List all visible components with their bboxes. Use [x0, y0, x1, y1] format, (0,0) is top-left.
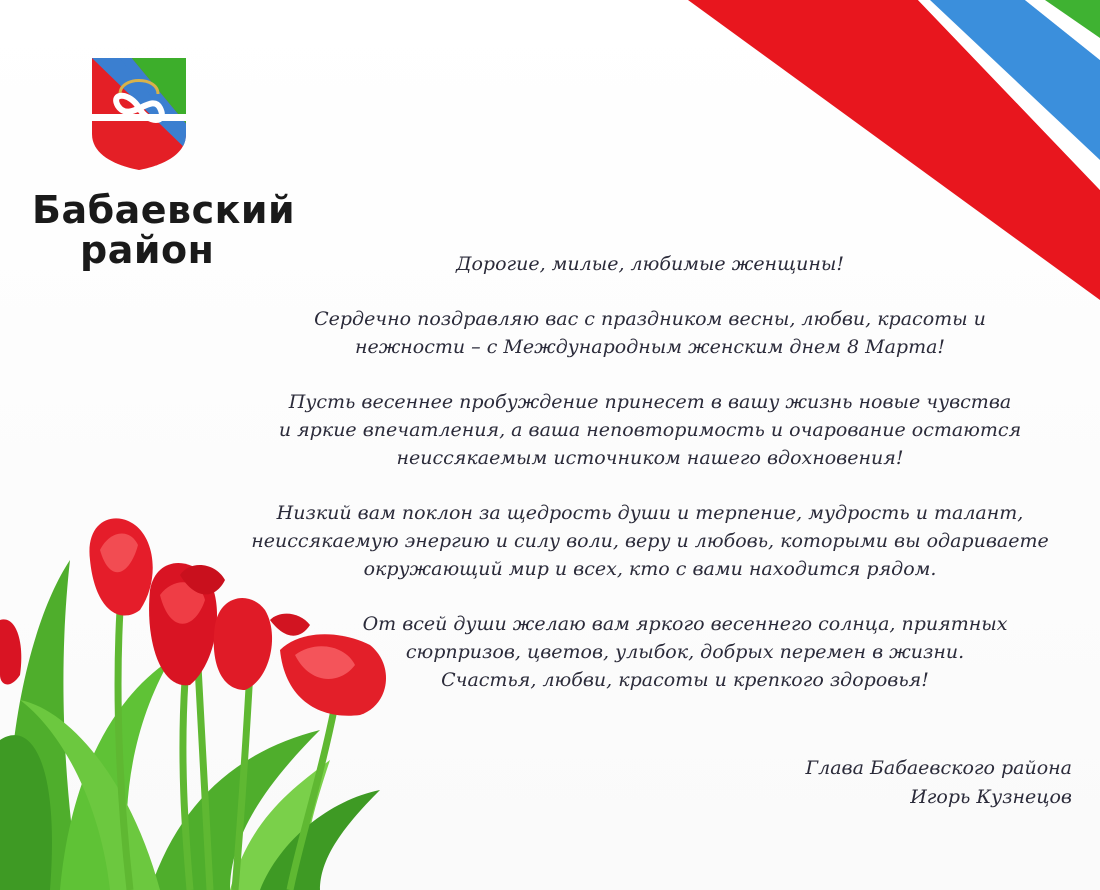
coat-of-arms-icon [90, 56, 188, 172]
paragraph-gratitude: Низкий вам поклон за щедрость души и терпение, мудрость и талант, неиссякаемую энергию и силу воли, веру и любовь, которыми вы одариваете окружающий мир и всех, кто с вами находится рядом. [251, 502, 1049, 580]
logo-line-1: Бабаевский [32, 188, 296, 232]
signature-block [806, 754, 1072, 812]
paragraph-closing-wishes: От всей души желаю вам яркого весеннего солнца, приятных сюрпризов, цветов, улыбок, добрых перемен в жизни. Счастья, любви, красоты и крепкого здоровья! [362, 613, 1008, 691]
tulips-image [0, 500, 420, 890]
paragraph-wishes: Пусть весеннее пробуждение принесет в вашу жизнь новые чувства и яркие впечатления, а ваша неповторимость и очарование остаются неиссякаемым источником нашего вдохновения! [278, 391, 1022, 469]
signature-name: Игорь Кузнецов [910, 786, 1072, 808]
greeting-line: Дорогие, милые, любимые женщины! [456, 253, 844, 275]
logo-line-2: район [80, 228, 215, 272]
paragraph-congratulation: Сердечно поздравляю вас с праздником весны, любви, красоты и нежности – с Международным женским днем 8 Марта! [314, 308, 986, 358]
signature-title: Глава Бабаевского района [805, 757, 1072, 779]
